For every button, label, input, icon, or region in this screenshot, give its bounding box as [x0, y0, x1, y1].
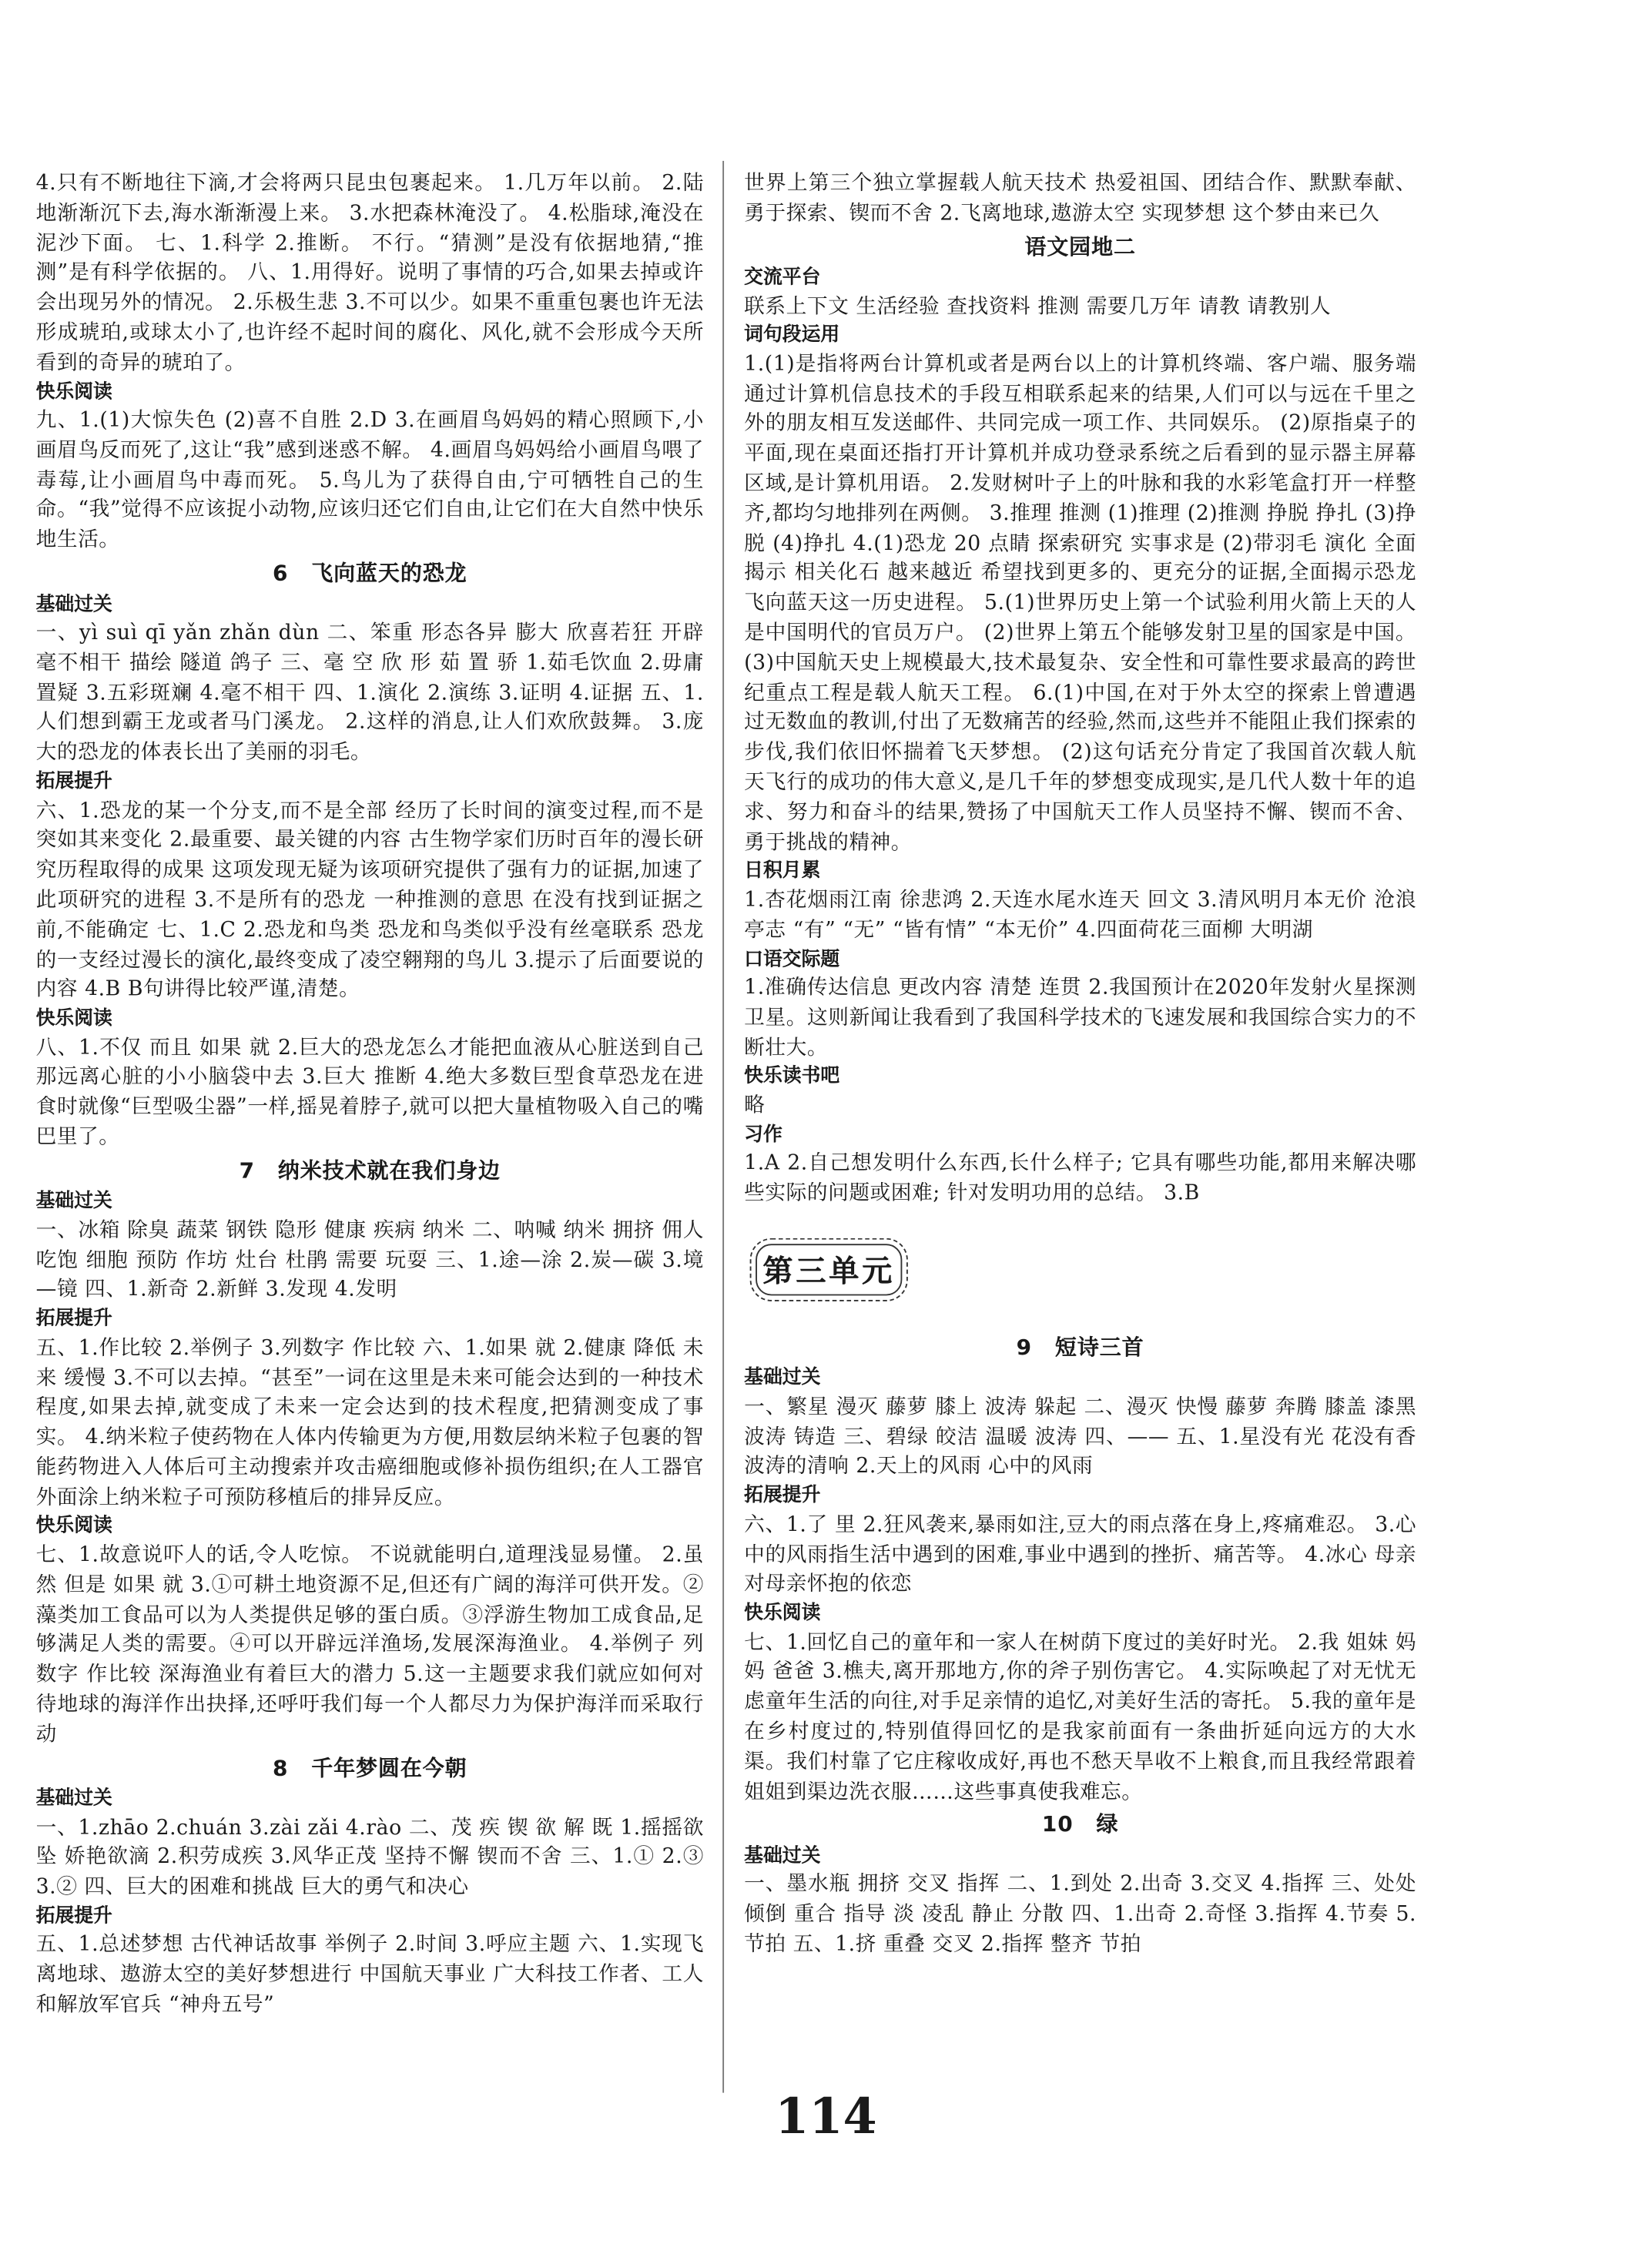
section-heading: 词句段运用 [744, 325, 840, 347]
lesson-title-text: 短诗三首 [1054, 1334, 1144, 1361]
lesson-title-text: 纳米技术就在我们身边 [277, 1157, 501, 1184]
answer-paragraph: 六、1.了 里 2.狂风袭来,暴雨如注,豆大的雨点落在身上,疼痛难忍。 3.心中的风雨指生活中遇到的困难,事业中遇到的挫折、痛苦等。 4.冰心 母亲 对母亲怀抱的依恋 [744, 1513, 1417, 1596]
section-heading: 基础过关 [35, 1191, 112, 1213]
answer-paragraph: 九、1.(1)大惊失色 (2)喜不自胜 2.D 3.在画眉鸟妈妈的精心照顾下,小画眉鸟反而死了,这让“我”感到迷惑不解。 4.画眉鸟妈妈给小画眉鸟喂了毒莓,让小画眉鸟中毒而死。 5.鸟儿为了获得自由,宁可牺牲自己的生命。“我”觉得不应该捉小动物,应该归还它们自由,让它们在大自然中快乐地生活。 [35, 409, 704, 552]
section-heading: 日积月累 [744, 861, 821, 883]
answer-paragraph: 六、1.恐龙的某一个分支,而不是全部 经历了长时间的演变过程,而不是突如其来变化 2.最重要、最关键的内容 古生物学家们历时百年的漫长研究历程取得的成果 这项发现无疑为该项研究提供了强有力的证据,加速了此项研究的进程 3.不是所有的恐龙 一种推测的意思 在没有找到证据之前,不能确定 七、1.C 2.恐龙和鸟类 恐龙和鸟类似乎没有丝毫联系 恐龙的一支经过漫长的演化,最终变成了凌空翱翔的鸟儿 3.提示了后面要说的内容 4.B B句讲得比较严谨,清楚。 [35, 799, 704, 1002]
lesson-title-text: 千年梦圆在今朝 [311, 1754, 467, 1781]
answer-paragraph: 1.(1)是指将两台计算机或者是两台以上的计算机终端、客户端、服务端通过计算机信息技术的手段互相联系起来的结果,人们可以与远在千里之外的朋友相互发送邮件、共同完成一项工作、共同娱乐。 (2)原指桌子的平面,现在桌面还指打开计算机并成功登录系统之后看到的显示器主屏幕区域,是计算机用语。 2.发财树叶子上的叶脉和我的水彩笔盒打开一样整齐,都均匀地排列在两侧。 3.推理 推测 (1)推理 (2)推测 挣脱 挣扎 (3)挣脱 (4)挣扎 4.(1)恐龙 20 点睛 探索研究 实事求是 (2)带羽毛 演化 全面揭示 相关化石 越来越近 希望找到更多的、更充分的证据,全面揭示恐龙飞向蓝天这一历史进程。 5.(1)世界历史上第一个试验利用火箭上天的人是中国明代的官员万户。 (2)世界上第五个能够发射卫星的国家是中国。 (3)中国航天史上规模最大,技术最复杂、安全性和可靠性要求最高的跨世纪重点工程是载人航天工程。 6.(1)中国,在对于外太空的探索上曾遭遇过无数血的教训,付出了无数痛苦的经验,然而,这些并不能阻止我们探索的步伐,我们依旧怀揣着飞天梦想。 (2)这句话充分肯定了我国首次载人航天飞行的成功的伟大意义,是几千年的梦想变成现实,是几代人数十年的追求、努力和奋斗的结果,赞扬了中国航天工作人员坚持不懈、锲而不舍、勇于挑战的精神。 [744, 353, 1417, 855]
section-heading: 快乐阅读 [744, 1603, 821, 1625]
section-heading: 基础过关 [35, 594, 112, 616]
answer-paragraph: 七、1.回忆自己的童年和一家人在树荫下度过的美好时光。 2.我 姐妹 妈妈 爸爸 3.樵夫,离开那地方,你的斧子别伤害它。 4.实际唤起了对无忧无虑童年生活的向往,对手足亲情的追忆,对美好生活的寄托。 5.我的童年是在乡村度过的,特别值得回忆的是我家前面有一条曲折延向远方的大水渠。我们村靠了它庄稼收成好,再也不愁天旱收不上粮食,而且我经常跟着姐姐到渠边洗衣服……这些事真使我难忘。 [744, 1631, 1417, 1804]
answer-paragraph: 世界上第三个独立掌握载人航天技术 热爱祖国、团结合作、默默奉献、勇于探索、锲而不舍 2.飞离地球,遨游太空 实现梦想 这个梦由来已久 [744, 172, 1417, 226]
section-heading: 拓展提升 [35, 1906, 112, 1928]
answer-paragraph: 五、1.作比较 2.举例子 3.列数字 作比较 六、1.如果 就 2.健康 降低 未来 缓慢 3.不可以去掉。“甚至”一词在这里是未来可能会达到的一种技术程度,如果去掉,就变成了未来一定会达到的技术程度,把猜测变成了事实。 4.纳米粒子使药物在人体内传输更为方便,用数层纳米粒子包裹的智能药物进入人体后可主动搜索并攻击癌细胞或修补损伤组织;在人工器官外面涂上纳米粒子可预防移植后的排异反应。 [35, 1336, 704, 1509]
section-heading: 基础过关 [744, 1845, 821, 1867]
lesson-title-text: 飞向蓝天的恐龙 [311, 560, 467, 587]
lesson-number: 6 [272, 560, 289, 587]
section-heading: 交流平台 [744, 267, 821, 290]
answer-paragraph: 1.准确传达信息 更改内容 清楚 连贯 2.我国预计在2020年发射火星探测卫星。这则新闻让我看到了我国科学技术的飞速发展和我国综合实力的不断壮大。 [744, 976, 1417, 1060]
left-column [36, 169, 704, 2021]
lesson-title [744, 1330, 1416, 1365]
section-heading: 拓展提升 [35, 1308, 112, 1331]
section-heading: 基础过关 [35, 1788, 112, 1810]
answer-paragraph: 一、1.zhāo 2.chuán 3.zài zǎi 4.rào 二、茂 疾 锲 欲 解 既 1.摇摇欲坠 娇艳欲滴 2.积劳成疾 3.风华正茂 坚持不懈 锲而不舍 三、1.① 2.③ 3.② 四、巨大的困难和挑战 巨大的勇气和决心 [35, 1816, 704, 1900]
lesson-title-text: 语文园地二 [1024, 233, 1136, 260]
section-heading: 习作 [744, 1124, 782, 1146]
answer-paragraph: 八、1.不仅 而且 如果 就 2.巨大的恐龙怎么才能把血液从心脏送到自己那远离心脏的小小脑袋中去 3.巨大 推断 4.绝大多数巨型食草恐龙在进食时就像“巨型吸尘器”一样,摇晃着脖子,就可以把大量植物吸入自己的嘴巴里了。 [35, 1036, 704, 1150]
unit-title: 第三单元 [762, 1253, 896, 1288]
answer-paragraph: 略 [744, 1094, 766, 1117]
lesson-title [36, 1750, 704, 1786]
section-heading: 基础过关 [744, 1368, 821, 1390]
page-number: 114 [775, 2088, 877, 2146]
section-heading: 口语交际题 [744, 949, 840, 971]
section-heading: 快乐阅读 [35, 1008, 112, 1030]
right-column [744, 169, 1416, 1960]
section-heading: 拓展提升 [35, 771, 112, 793]
lesson-number: 9 [1016, 1334, 1033, 1361]
section-heading: 快乐读书吧 [744, 1066, 840, 1088]
lesson-title [744, 229, 1416, 265]
answer-paragraph: 一、繁星 漫灭 藤萝 膝上 波涛 躲起 二、漫灭 快慢 藤萝 奔腾 膝盖 漆黑 波涛 铸造 三、碧绿 皎洁 温暖 波涛 四、—— 五、1.星没有光 花没有香 波涛的清响 2.天上的风雨 心中的风雨 [744, 1395, 1417, 1479]
lesson-number: 8 [272, 1754, 289, 1781]
answer-paragraph: 一、墨水瓶 拥挤 交叉 指挥 二、1.到处 2.出奇 3.交叉 4.指挥 三、处处 倾倒 重合 指导 淡 凌乱 静止 分散 四、1.出奇 2.奇怪 3.指挥 4.节奏 5.节拍 五、1.挤 重叠 交叉 2.指挥 整齐 节拍 [744, 1873, 1417, 1957]
section-heading: 快乐阅读 [35, 381, 112, 404]
lesson-title-text: 绿 [1096, 1811, 1119, 1838]
section-heading: 拓展提升 [744, 1485, 821, 1507]
answer-paragraph: 一、yì suì qī yǎn zhǎn dùn 二、笨重 形态各异 膨大 欣喜若狂 开辟 毫不相干 描绘 隧道 鸽子 三、毫 空 欣 形 茹 置 骄 1.茹毛饮血 2.毋庸置疑 3.五彩斑斓 4.毫不相干 四、1.演化 2.演练 3.证明 4.证据 五、1.人们想到霸王龙或者马门溪龙。 2.这样的消息,让人们欢欣鼓舞。 3.庞大的恐龙的体表长出了美丽的羽毛。 [35, 621, 704, 765]
answer-paragraph: 五、1.总述梦想 古代神话故事 举例子 2.时间 3.呼应主题 六、1.实现飞离地球、遨游太空的美好梦想进行 中国航天事业 广大科技工作者、工人和解放军官兵 “神舟五号” [35, 1934, 704, 2017]
unit-badge [750, 1238, 908, 1301]
column-divider [722, 161, 724, 2093]
answer-paragraph: 4.只有不断地往下滴,才会将两只昆虫包裹起来。 1.几万年以前。 2.陆地渐渐沉下去,海水渐渐漫上来。 3.水把森林淹没了。 4.松脂球,淹没在泥沙下面。 七、1.科学 2.推断。 不行。“猜测”是没有依据地猜,“推测”是有科学依据的。 八、1.用得好。说明了事情的巧合,如果去掉或许会出现另外的情况。 2.乐极生悲 3.不可以少。如果不重重包裹也许无法形成琥珀,或球太小了,也许经不起时间的腐化、风化,就不会形成今天所看到的奇异的琥珀了。 [35, 172, 704, 375]
section-heading: 快乐阅读 [35, 1516, 112, 1538]
answer-paragraph: 联系上下文 生活经验 查找资料 推测 需要几万年 请教 请教别人 [744, 295, 1332, 319]
answer-paragraph: 七、1.故意说吓人的话,令人吃惊。 不说就能明白,道理浅显易懂。 2.虽然 但是 如果 就 3.①可耕土地资源不足,但还有广阔的海洋可供开发。②藻类加工食品可以为人类提供足够的蛋白质。③浮游生物加工成食品,足够满足人类的需要。④可以开辟远洋渔场,发展深海渔业。 4.举例子 列数字 作比较 深海渔业有着巨大的潜力 5.这一主题要求我们就应如何对待地球的海洋作出抉择,还呼吁我们每一个人都尽力为保护海洋而采取行动 [35, 1544, 704, 1747]
answer-paragraph: 1.A 2.自己想发明什么东西,长什么样子; 它具有哪些功能,都用来解决哪些实际的问题或困难; 针对发明功用的总结。 3.B [744, 1152, 1417, 1205]
answer-paragraph: 一、冰箱 除臭 蔬菜 钢铁 隐形 健康 疾病 纳米 二、呐喊 纳米 拥挤 佣人 吃饱 细胞 预防 作坊 灶台 杜鹃 需要 玩耍 三、1.途—涂 2.炭—碳 3.境—镜 四、1.新奇 2.新鲜 3.发现 4.发明 [35, 1219, 704, 1302]
lesson-number: 7 [239, 1157, 255, 1184]
lesson-title [744, 1807, 1416, 1843]
lesson-title [36, 556, 704, 591]
lesson-title [36, 1153, 704, 1188]
answer-paragraph: 1.杏花烟雨江南 徐悲鸿 2.天连水尾水连天 回文 3.清风明月本无价 沧浪亭志 “有” “无” “皆有情” “本无价” 4.四面荷花三面柳 大明湖 [744, 889, 1417, 943]
lesson-number: 10 [1041, 1811, 1074, 1838]
unit-banner [744, 1209, 1416, 1330]
